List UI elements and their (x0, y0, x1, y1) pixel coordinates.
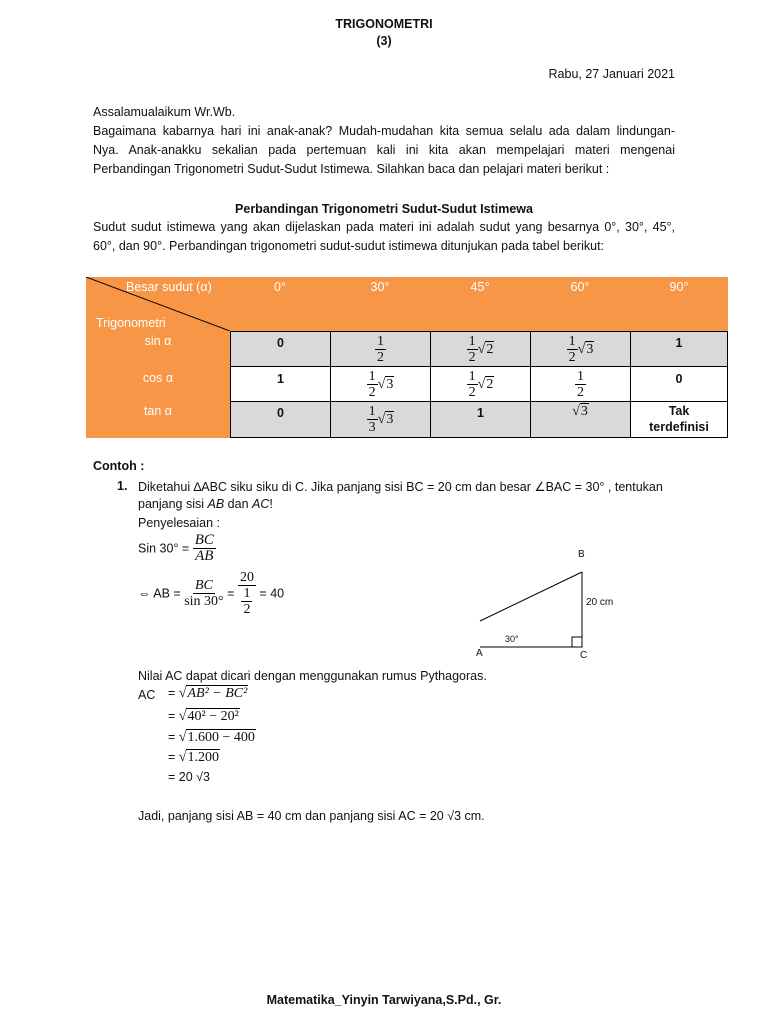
label-c: C (580, 650, 588, 661)
row-label-tan: tan α (143, 404, 173, 418)
ab-equation: ⇔ AB = $\frac{BC}{\sin 30^\circ}$ = 20 1 2 = 40 (138, 570, 285, 617)
sin-equation: Sin 30° = $\frac{BC}{AB}$ (138, 532, 214, 564)
pythagoras-text: Nilai AC dapat dicari dengan menggunakan rumus Pythagoras. (138, 669, 487, 683)
intro-line: Bagaimana kabarnya hari ini anak-anak? Mudah-mudahan kita semua selalu ada dalam lindungan- (93, 124, 675, 138)
cell-tan-90: Tak terdefinisi (630, 401, 728, 438)
intro-line: Nya. Anak-anakku sekalian pada pertemuan kali ini kita akan mempelajari materi mengenai (93, 143, 675, 157)
solution-label: Penyelesaian : (138, 516, 221, 530)
angle-header: 30° (370, 280, 390, 294)
trig-table (86, 277, 728, 438)
problem-line-2: panjang sisi AB dan AC! (138, 497, 273, 511)
right-angle-marker (572, 637, 582, 647)
conclusion: Jadi, panjang sisi AB = 40 cm dan panjang sisi AC = 20 √3 cm. (138, 809, 485, 823)
document-number: (3) (376, 34, 392, 48)
document-title: TRIGONOMETRI (335, 17, 433, 31)
ac-step-3: = √1.600 − 400 (168, 730, 255, 745)
ac-step-5: = 20 √3 (168, 770, 210, 784)
footer-credit: Matematika_Yinyin Tarwiyana,S.Pd., Gr. (266, 993, 502, 1007)
cell-cos-45: $\frac{1}{2}$ √2 (430, 366, 531, 402)
example-number: 1. (117, 479, 128, 493)
cell-cos-60: $\frac{1}{2}$ (530, 366, 631, 402)
ac-label: AC (138, 688, 156, 702)
document-date: Rabu, 27 Januari 2021 (548, 67, 675, 81)
label-b: B (578, 549, 585, 560)
problem-line-1: Diketahui ∆ABC siku siku di C. Jika panjang sisi BC = 20 cm dan besar ∠BAC = 30° , tentukan (138, 480, 663, 494)
cell-sin-60: $\frac{1}{2}$ √3 (530, 331, 631, 367)
example-heading: Contoh : (93, 459, 145, 473)
ac-step-1: = √AB² − BC² (168, 686, 248, 701)
cell-cos-30: $\frac{1}{2}$ √3 (330, 366, 431, 402)
cell-cos-0: 1 (230, 366, 331, 402)
ac-step-4: = √1.200 (168, 750, 219, 765)
cell-sin-0: 0 (230, 331, 331, 367)
intro-line: Perbandingan Trigonometri Sudut-Sudut Istimewa. Silahkan baca dan pelajari materi berikut : (93, 162, 610, 176)
cell-sin-90: 1 (630, 331, 728, 367)
cell-tan-30: $\frac{1}{3}$ √3 (330, 401, 431, 438)
label-bc-length: 20 cm (586, 597, 614, 608)
angle-header: 0° (274, 280, 286, 294)
cell-tan-60: √3 (530, 401, 631, 438)
cell-sin-30: $\frac{1}{2}$ (330, 331, 431, 367)
cell-tan-0: 0 (230, 401, 331, 438)
angle-header: 45° (470, 280, 490, 294)
section-line: Sudut sudut istimewa yang akan dijelaskan pada materi ini adalah sudut yang besarnya 0°, 30°, 45°, (93, 220, 675, 234)
corner-bottom-label: Trigonometri (96, 316, 166, 330)
label-a: A (476, 648, 483, 659)
angle-header: 90° (669, 280, 689, 294)
row-label-cos: cos α (142, 371, 174, 385)
row-label-sin: sin α (144, 334, 172, 348)
greeting: Assalamualaikum Wr.Wb. (93, 105, 236, 119)
ac-step-2: = √40² − 20² (168, 709, 239, 724)
cell-sin-45: $\frac{1}{2}$ √2 (430, 331, 531, 367)
hypotenuse-ab (480, 572, 582, 621)
cell-cos-90: 0 (630, 366, 728, 402)
corner-top-label: Besar sudut (α) (126, 280, 212, 294)
label-angle: 30° (505, 634, 519, 644)
cell-tan-45: 1 (430, 401, 531, 438)
angle-header: 60° (570, 280, 590, 294)
section-title: Perbandingan Trigonometri Sudut-Sudut Istimewa (235, 202, 533, 216)
section-line: 60°, dan 90°. Perbandingan trigonometri sudut-sudut istimewa ditunjukan pada tabel berikut: (93, 239, 605, 253)
